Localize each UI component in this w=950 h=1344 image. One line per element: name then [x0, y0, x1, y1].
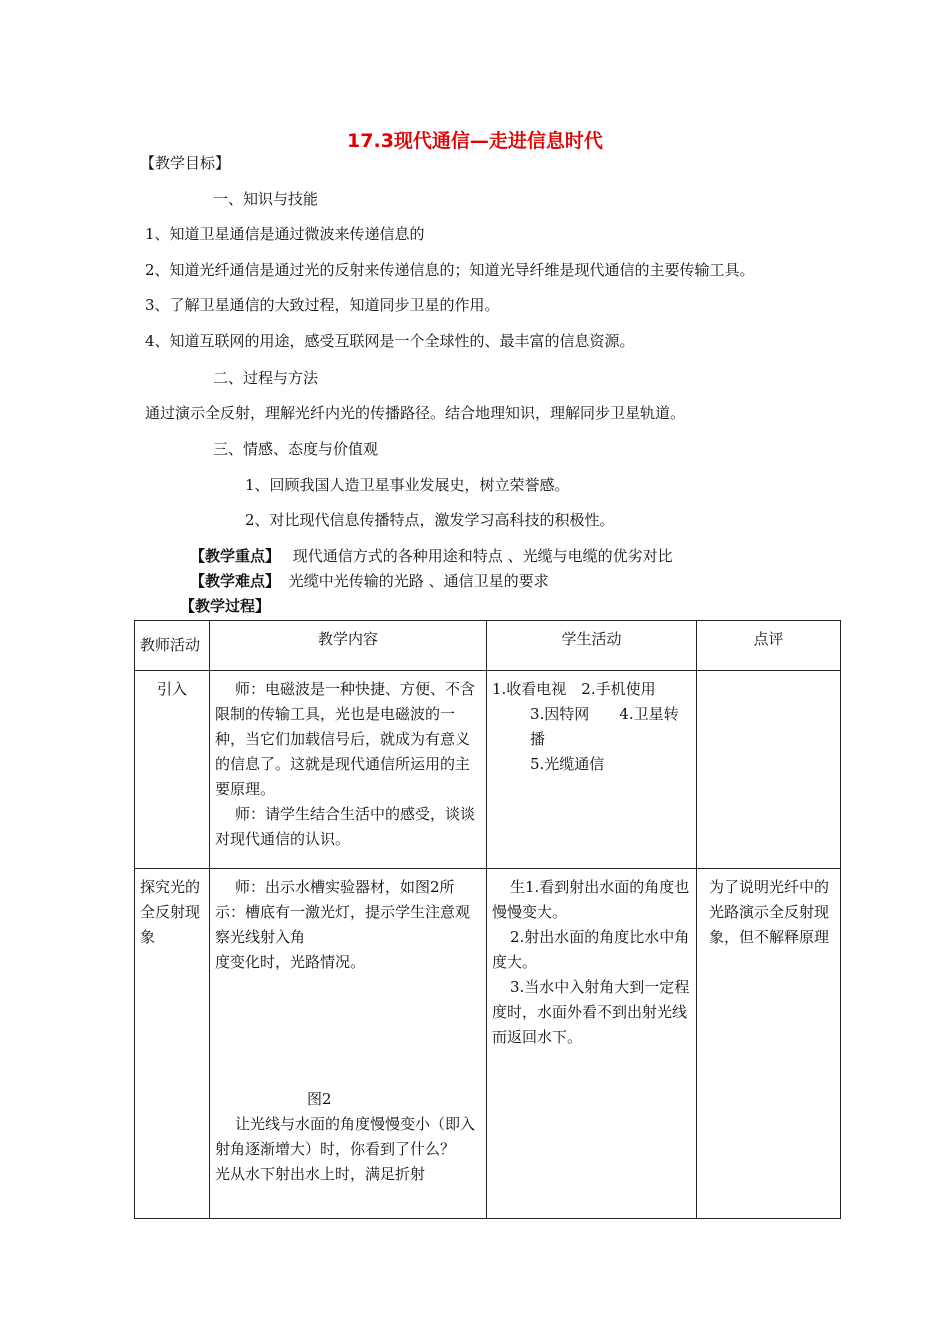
section2-text: 通过演示全反射，理解光纤内光的传播路径。结合地理知识，理解同步卫星轨道。	[145, 404, 686, 422]
header-student-activity: 学生活动	[487, 621, 697, 671]
figure-placeholder	[215, 975, 481, 1087]
table-header-row	[135, 621, 841, 671]
student-item: 5.光缆通信	[530, 755, 605, 773]
content-paragraph: 师：电磁波是一种快捷、方便、不含限制的传输工具，光也是电磁波的一种，当它们加载信号后，就成为有意义的信息了。这就是现代通信所运用的主要原理。	[215, 680, 476, 798]
process-heading: 【教学过程】	[180, 597, 271, 615]
knowledge-item: 1、知道卫星通信是通过微波来传递信息的	[145, 225, 425, 243]
goal-heading: 【教学目标】	[140, 154, 231, 172]
row-comment	[697, 671, 841, 869]
header-content: 教学内容	[210, 621, 487, 671]
attitude-item: 2、对比现代信息传播特点，激发学习高科技的积极性。	[245, 511, 615, 529]
row-student	[487, 869, 697, 1219]
row-comment: 为了说明光纤中的光路演示全反射现象，但不解释原理	[697, 869, 841, 1219]
page-title: 17.3现代通信—走进信息时代	[347, 130, 603, 152]
header-teacher-activity: 教师活动	[135, 621, 210, 671]
content-paragraph: 度变化时，光路情况。	[215, 953, 366, 971]
table-row	[135, 869, 841, 1219]
student-item: 3.因特网 4.卫星转播	[530, 705, 679, 748]
student-item: 3.当水中入射角大到一定程度时，水面外看不到出射光线而返回水下。	[492, 978, 690, 1046]
content-paragraph: 光从水下射出水上时，满足折射	[215, 1165, 426, 1183]
section3-heading: 三、情感、态度与价值观	[213, 440, 379, 458]
key-point-text: 现代通信方式的各种用途和特点 、光缆与电缆的优劣对比	[292, 547, 673, 565]
key-point-line	[190, 546, 673, 566]
row-activity: 引入	[135, 671, 210, 869]
difficulty-line	[190, 571, 549, 591]
difficulty-text: 光缆中光传输的光路 、通信卫星的要求	[288, 572, 549, 590]
attitude-item: 1、回顾我国人造卫星事业发展史，树立荣誉感。	[245, 476, 570, 494]
table-row	[135, 671, 841, 869]
student-item: 生1.看到射出水面的角度也慢慢变大。	[492, 878, 690, 921]
student-item: 1.收看电视 2.手机使用	[492, 680, 656, 698]
content-paragraph: 让光线与水面的角度慢慢变小（即入射角逐渐增大）时，你看到了什么？	[215, 1115, 476, 1158]
row-activity: 探究光的全反射现象	[135, 869, 210, 1219]
lesson-table	[134, 620, 841, 1219]
knowledge-item: 3、了解卫星通信的大致过程，知道同步卫星的作用。	[145, 296, 500, 314]
difficulty-label: 【教学难点】	[190, 572, 281, 590]
row-student	[487, 671, 697, 869]
row-content	[210, 869, 487, 1219]
figure-caption: 图2	[307, 1090, 332, 1108]
student-item: 2.射出水面的角度比水中角度大。	[492, 928, 690, 971]
key-point-label: 【教学重点】	[190, 547, 281, 565]
section2-heading: 二、过程与方法	[213, 369, 319, 387]
content-paragraph: 师：请学生结合生活中的感受，谈谈对现代通信的认识。	[215, 805, 476, 848]
row-content	[210, 671, 487, 869]
header-comment: 点评	[697, 621, 841, 671]
content-paragraph: 师：出示水槽实验器材，如图2所示：槽底有一激光灯，提示学生注意观察光线射入角	[215, 878, 471, 946]
knowledge-item: 4、知道互联网的用途，感受互联网是一个全球性的、最丰富的信息资源。	[145, 332, 635, 350]
section1-heading: 一、知识与技能	[213, 190, 319, 208]
knowledge-item: 2、知道光纤通信是通过光的反射来传递信息的；知道光导纤维是现代通信的主要传输工具。	[145, 261, 755, 279]
